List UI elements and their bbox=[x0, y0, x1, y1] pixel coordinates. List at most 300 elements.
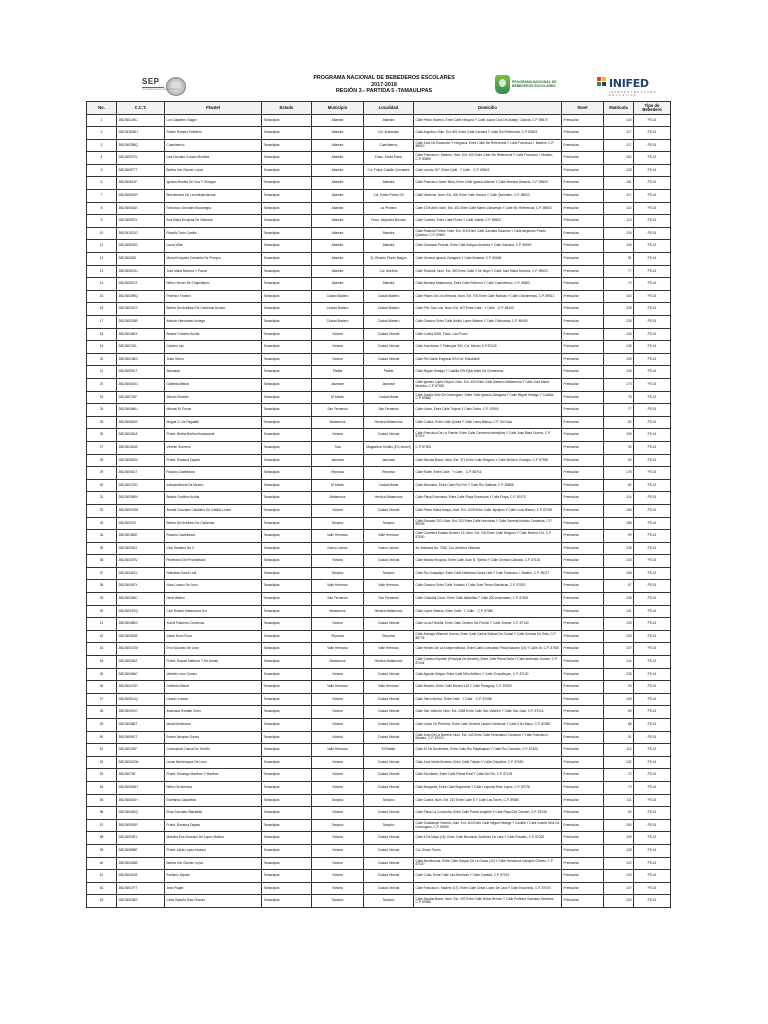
col-municipio-cell: Victoria bbox=[312, 756, 364, 769]
table-header-row bbox=[87, 102, 671, 115]
col-matricula-cell: 144 bbox=[604, 656, 634, 669]
table-row bbox=[87, 240, 671, 253]
col-municipio-cell: Victoria bbox=[312, 668, 364, 681]
col-estado-cell: Tamaulipas bbox=[262, 177, 312, 190]
table-row bbox=[87, 580, 671, 593]
col-municipio-cell: Victoria bbox=[312, 832, 364, 845]
col-tipo-cell: PS-01 bbox=[634, 441, 671, 454]
col-municipio-cell: Victoria bbox=[312, 328, 364, 341]
col-estado-cell: Tamaulipas bbox=[262, 328, 312, 341]
col-nivel-cell: Preescolar bbox=[562, 832, 604, 845]
col-domicilio-cell: Calle Tecolote, Núm. Ext. 300 Entre Calle 2 De Mayo Y Calle José María Morelos, C.P. 89603 bbox=[414, 265, 562, 278]
col-domicilio-cell: Calle Roble, Entre Calle . Y Calle . ,C.P. 88716 bbox=[414, 467, 562, 480]
col-matricula-cell: 112 bbox=[604, 744, 634, 757]
table-row bbox=[87, 744, 671, 757]
col-municipio-cell: El Mante bbox=[312, 391, 364, 404]
table-row bbox=[87, 429, 671, 442]
col-matricula-cell: 90 bbox=[604, 807, 634, 820]
col-no-cell: 55 bbox=[87, 794, 117, 807]
col-tipo-cell: PS-01 bbox=[634, 391, 671, 404]
col-nivel-cell: Preescolar bbox=[562, 114, 604, 127]
col-localidad-cell: Ciudad Victoria bbox=[364, 832, 414, 845]
col-estado-cell: Tamaulipas bbox=[262, 467, 312, 480]
col-no-cell: 4 bbox=[87, 152, 117, 165]
col-tipo-cell: PS-01 bbox=[634, 492, 671, 505]
col-tipo-cell: PS-01 bbox=[634, 290, 671, 303]
col-domicilio-cell: Calle 5 De Mayo (16), Entre Calle Bernardo Gutierrez De Lara Y Calle Rosales, C.P. 87000 bbox=[414, 832, 562, 845]
table-row bbox=[87, 706, 671, 719]
col-no-cell: 10 bbox=[87, 227, 117, 240]
col-matricula-cell: 133 bbox=[604, 555, 634, 568]
col-tipo-cell: PS-01 bbox=[634, 844, 671, 857]
col-localidad-cell: Jaumave bbox=[364, 378, 414, 391]
col-estado-cell: Tamaulipas bbox=[262, 819, 312, 832]
col-tipo-cell: PS-01 bbox=[634, 542, 671, 555]
col-tipo-cell: PS-01 bbox=[634, 164, 671, 177]
col-plantel-cell: Cuauhtemoc bbox=[165, 139, 262, 152]
col-matricula-cell: 140 bbox=[604, 693, 634, 706]
col-nivel-cell: Preescolar bbox=[562, 668, 604, 681]
col-nivel-cell: Preescolar bbox=[562, 844, 604, 857]
col-municipio-cell: Valle Hermoso bbox=[312, 580, 364, 593]
col-nivel-cell: Preescolar bbox=[562, 807, 604, 820]
col-tipo-cell: PS-01 bbox=[634, 580, 671, 593]
col-cct-cell: 28DJN0076M bbox=[117, 504, 165, 517]
col-tipo-cell: PS-01 bbox=[634, 215, 671, 228]
col-no-cell: 15 bbox=[87, 290, 117, 303]
col-municipio-cell: Victoria bbox=[312, 341, 364, 354]
col-plantel-cell: Allamada bbox=[165, 366, 262, 379]
col-localidad-cell: Col. Felipe Castillo Cervantes bbox=[364, 164, 414, 177]
col-cct-cell: 28DJN0814F bbox=[117, 177, 165, 190]
col-cct-cell: 28DJN0472M bbox=[117, 643, 165, 656]
col-nivel-cell: Preescolar bbox=[562, 744, 604, 757]
table-row bbox=[87, 618, 671, 631]
sep-logo bbox=[142, 77, 188, 95]
col-estado-cell: Tamaulipas bbox=[262, 240, 312, 253]
table-row bbox=[87, 781, 671, 794]
col-nivel-cell: Preescolar bbox=[562, 593, 604, 606]
col-domicilio-cell: Calle Lopez Mateos, Entre Calle . Y Calle . ,C.P. 87380 bbox=[414, 605, 562, 618]
col-tipo-cell: PS-01 bbox=[634, 593, 671, 606]
col-matricula-cell: 139 bbox=[604, 832, 634, 845]
col-domicilio-cell: Calle Cuarta, Entre Calle Quinta Y Calle Loma Blanca, C.P. Sin Dato bbox=[414, 416, 562, 429]
col-tipo-cell: PS-01 bbox=[634, 517, 671, 530]
col-estado-cell: Tamaulipas bbox=[262, 265, 312, 278]
col-nivel-cell: Preescolar bbox=[562, 517, 604, 530]
col-cct-cell: 28DJN0197T bbox=[117, 882, 165, 895]
col-matricula-cell: 135 bbox=[604, 316, 634, 329]
col-estado-cell: Tamaulipas bbox=[262, 316, 312, 329]
col-nivel-cell: Preescolar bbox=[562, 781, 604, 794]
col-nivel-cell: Preescolar bbox=[562, 353, 604, 366]
col-localidad-cell: Ciudad Victoria bbox=[364, 341, 414, 354]
col-tipo-cell: PS-01 bbox=[634, 882, 671, 895]
col-localidad-cell: Ciudad Victoria bbox=[364, 807, 414, 820]
bebederos-logo bbox=[495, 75, 555, 103]
col-nivel-cell: Preescolar bbox=[562, 265, 604, 278]
col-tipo-cell: PS-01 bbox=[634, 202, 671, 215]
col-localidad-cell: Cuauhtemoc bbox=[364, 139, 414, 152]
col-localidad-cell: Ciudad Victoria bbox=[364, 719, 414, 732]
col-domicilio-cell: Calle Francisco De La Fuente, Entre Calle Carretera Interejidos Y Calle Juan Báez Guerra, C.P. 87019 bbox=[414, 429, 562, 442]
col-cct-cell: 28DJN0532E bbox=[117, 202, 165, 215]
col-localidad-cell: Col. Emilio Portes Gil bbox=[364, 190, 414, 203]
col-nivel-cell: Preescolar bbox=[562, 504, 604, 517]
col-nivel-cell: Preescolar bbox=[562, 416, 604, 429]
col-nivel-cell: Preescolar bbox=[562, 580, 604, 593]
bebederos-logo-text: PROGRAMA NACIONAL DE BEBEDEROS ESCOLARES bbox=[512, 80, 557, 88]
col-matricula-cell: 82 bbox=[604, 479, 634, 492]
col-tipo-cell: PS-01 bbox=[634, 328, 671, 341]
col-municipio-cell: Victoria bbox=[312, 555, 364, 568]
col-domicilio-cell: Calle Miguel Hidalgo Y Castilla S/N Ejido Martí De Chinameca bbox=[414, 366, 562, 379]
col-estado-cell: Tamaulipas bbox=[262, 190, 312, 203]
col-tipo-cell: PS-01 bbox=[634, 404, 671, 417]
col-cct-cell: 28DJN0732F bbox=[117, 391, 165, 404]
col-domicilio-cell: Calle José De Escandón Y Helguera, Entre Calle Sin Referencia Y Calle Francisco I. Madero, C.P. 89610 bbox=[414, 139, 562, 152]
col-municipio-cell: Matamoros bbox=[312, 656, 364, 669]
col-localidad-cell: Altamira bbox=[364, 114, 414, 127]
col-matricula-cell: 77 bbox=[604, 265, 634, 278]
col-tipo-cell: PS-01 bbox=[634, 127, 671, 140]
col-plantel-cell: Lizardo Lozano bbox=[165, 693, 262, 706]
inifed-subtitle: INFRAESTRUCTURA EDUCATIVA bbox=[609, 91, 657, 97]
table-row bbox=[87, 215, 671, 228]
col-cct-cell: 28DJN0540N bbox=[117, 454, 165, 467]
col-plantel-cell: Club Rotario Matamoros Sur bbox=[165, 605, 262, 618]
col-matricula-cell: 122 bbox=[604, 857, 634, 870]
col-cct-cell: 28DJN0461B bbox=[117, 441, 165, 454]
col-plantel-cell: Profra. Domingo Martinez Y Martinez bbox=[165, 769, 262, 782]
col-localidad-cell: Tampico bbox=[364, 517, 414, 530]
table-row bbox=[87, 404, 671, 417]
col-domicilio-cell: Calle Carretera Estatal Número 15, Núm. Ext. 100 Entre Calle Ninguno Y Calle Brecha 124, C.P. 87500 bbox=[414, 530, 562, 543]
col-localidad-cell: Valle Hermoso bbox=[364, 643, 414, 656]
col-estado-cell: Tamaulipas bbox=[262, 517, 312, 530]
col-estado-cell: Tamaulipas bbox=[262, 366, 312, 379]
col-tipo-cell: PS-01 bbox=[634, 479, 671, 492]
col-nivel-cell: Preescolar bbox=[562, 542, 604, 555]
inifed-logo bbox=[597, 77, 657, 103]
col-no-cell: 17 bbox=[87, 316, 117, 329]
col-localidad-cell: Altamira bbox=[364, 278, 414, 291]
col-domicilio-cell: Calle Ignacio Lopez Rayon, Núm. Ext. 400 Entre Calle Mariano Matamoros Y Calle José María Morelos, C.P. 87930 bbox=[414, 378, 562, 391]
col-nivel-cell: Preescolar bbox=[562, 378, 604, 391]
col-matricula-cell: 82 bbox=[604, 416, 634, 429]
col-matricula-cell: 111 bbox=[604, 794, 634, 807]
col-estado-cell: Tamaulipas bbox=[262, 857, 312, 870]
col-no-cell: 47 bbox=[87, 693, 117, 706]
col-tipo-cell: PS-01 bbox=[634, 504, 671, 517]
col-domicilio-cell: Calle Almendro, Entre Calle Río Frío Y Calle Río Sabinas, C.P. 89868 bbox=[414, 479, 562, 492]
col-municipio-cell: Jaumave bbox=[312, 378, 364, 391]
col-nivel-cell: Preescolar bbox=[562, 429, 604, 442]
col-estado-cell: Tamaulipas bbox=[262, 706, 312, 719]
col-cct-cell: 28DJN0462Q bbox=[117, 807, 165, 820]
col-plantel-header: Plantel bbox=[165, 102, 262, 115]
col-no-cell: 52 bbox=[87, 756, 117, 769]
col-estado-cell: Tamaulipas bbox=[262, 769, 312, 782]
col-plantel-cell: Niños Heroes De Chapultepec bbox=[165, 278, 262, 291]
col-tipo-cell: PS-01 bbox=[634, 454, 671, 467]
table-row bbox=[87, 492, 671, 505]
col-localidad-cell: Ciudad Victoria bbox=[364, 504, 414, 517]
col-matricula-cell: 137 bbox=[604, 643, 634, 656]
col-domicilio-cell: Calle Nicolas Bravo, Núm. Ext. 371 Entre Calle Ninguno Y Calle Melchor Ocampo, C.P. 87930 bbox=[414, 454, 562, 467]
table-row bbox=[87, 517, 671, 530]
col-estado-cell: Tamaulipas bbox=[262, 656, 312, 669]
col-nivel-cell: Preescolar bbox=[562, 366, 604, 379]
col-municipio-cell: Altamira bbox=[312, 127, 364, 140]
col-nivel-cell: Preescolar bbox=[562, 215, 604, 228]
col-localidad-cell: Heroica Matamoros bbox=[364, 416, 414, 429]
col-no-header: No. bbox=[87, 102, 117, 115]
title-line-3: REGIÓN 3.- PARTIDA 5 -TAMAULIPAS bbox=[335, 88, 433, 95]
col-plantel-cell: Beatriz Ordoñez Acuña bbox=[165, 492, 262, 505]
col-tipo-cell: PS-01 bbox=[634, 719, 671, 732]
mexico-seal-icon bbox=[166, 77, 186, 96]
col-cct-cell: 28DJN0522W bbox=[117, 756, 165, 769]
col-cct-cell: 28DJN0466C bbox=[117, 668, 165, 681]
col-municipio-cell: Victoria bbox=[312, 504, 364, 517]
col-cct-cell: 28DJN0530R bbox=[117, 819, 165, 832]
col-tipo-cell: PS-01 bbox=[634, 152, 671, 165]
col-domicilio-cell: Calle Río Santa Engracia S/N Col. Estudiantil bbox=[414, 353, 562, 366]
col-domicilio-cell: Calle San Valentin, Núm. Ext. 2068 Entre Calle San Valentín Y Calle San Juan, C.P. 87014 bbox=[414, 706, 562, 719]
table-row bbox=[87, 857, 671, 870]
col-plantel-cell: Redencion Del Proletariado bbox=[165, 555, 262, 568]
col-estado-cell: Tamaulipas bbox=[262, 542, 312, 555]
col-plantel-cell: Xochil Palomino Contreras bbox=[165, 618, 262, 631]
col-nivel-cell: Preescolar bbox=[562, 857, 604, 870]
col-tipo-cell: PS-01 bbox=[634, 618, 671, 631]
col-matricula-cell: 74 bbox=[604, 278, 634, 291]
col-plantel-cell: Vicente Guerrero bbox=[165, 441, 262, 454]
col-tipo-cell: PS-01 bbox=[634, 781, 671, 794]
col-domicilio-cell: Calle Leyes De Reforma, Entre Calle General Lázaro Cárdenas Y Calle 5 De Mayo, C.P. 87088 bbox=[414, 719, 562, 732]
col-localidad-cell: Ciudad Victoria bbox=[364, 693, 414, 706]
col-estado-cell: Tamaulipas bbox=[262, 404, 312, 417]
col-matricula-cell: 125 bbox=[604, 618, 634, 631]
table-row bbox=[87, 290, 671, 303]
table-row bbox=[87, 341, 671, 354]
table-row bbox=[87, 441, 671, 454]
col-estado-cell: Tamaulipas bbox=[262, 139, 312, 152]
col-domicilio-cell: Calle Mariano Matamoros, Entre Calle Reforma Y Calle Cuauhtemoc, C.P. 89600 bbox=[414, 278, 562, 291]
col-nivel-cell: Preescolar bbox=[562, 202, 604, 215]
col-no-cell: 19 bbox=[87, 341, 117, 354]
col-municipio-cell: Valle Hermoso bbox=[312, 530, 364, 543]
col-estado-cell: Tamaulipas bbox=[262, 504, 312, 517]
col-nivel-cell: Preescolar bbox=[562, 618, 604, 631]
col-municipio-cell: Victoria bbox=[312, 807, 364, 820]
col-nivel-cell: Preescolar bbox=[562, 492, 604, 505]
col-nivel-cell: Preescolar bbox=[562, 769, 604, 782]
col-cct-cell: 28DJN0991R bbox=[117, 190, 165, 203]
table-row bbox=[87, 756, 671, 769]
table-row bbox=[87, 391, 671, 404]
col-plantel-cell: Independencia De Mexico bbox=[165, 479, 262, 492]
col-cct-cell: 28DJN0468T bbox=[117, 719, 165, 732]
col-localidad-cell: Ciudad Victoria bbox=[364, 769, 414, 782]
table-row bbox=[87, 139, 671, 152]
col-municipio-header: Municipio bbox=[312, 102, 364, 115]
col-nivel-cell: Preescolar bbox=[562, 253, 604, 266]
col-localidad-cell: Ciudad Victoria bbox=[364, 882, 414, 895]
col-municipio-cell: Victoria bbox=[312, 857, 364, 870]
col-estado-cell: Tamaulipas bbox=[262, 895, 312, 908]
col-domicilio-cell: Calle Pedro Moreno, Entre Calle Ninguno Y Calle Juana Cruz De Asbaje, Colonia, C.P. 89670 bbox=[414, 114, 562, 127]
col-localidad-cell: Ciudad Victoria bbox=[364, 781, 414, 794]
table-row bbox=[87, 656, 671, 669]
col-plantel-cell: Bertha Del Avellano De Cardenas Durazo bbox=[165, 303, 262, 316]
col-municipio-cell: Victoria bbox=[312, 706, 364, 719]
col-matricula-cell: 72 bbox=[604, 769, 634, 782]
col-plantel-cell: Laura Villar bbox=[165, 240, 262, 253]
col-localidad-cell: Reynosa bbox=[364, 630, 414, 643]
col-domicilio-cell: Calle Camino Español (Principal De Arboles), Entre Calle Reina Sofia Y Calle Ambrosio Gomez, C.P. 87444 bbox=[414, 656, 562, 669]
col-municipio-cell: Matamoros bbox=[312, 605, 364, 618]
col-plantel-cell: Jose Maria Morelos Y Pavon bbox=[165, 265, 262, 278]
col-tipo-cell: PS-01 bbox=[634, 341, 671, 354]
col-localidad-cell: Valle Hermoso bbox=[364, 530, 414, 543]
col-no-cell: 42 bbox=[87, 630, 117, 643]
table-row bbox=[87, 114, 671, 127]
col-municipio-cell: Matamoros bbox=[312, 416, 364, 429]
col-tipo-cell: PS-01 bbox=[634, 630, 671, 643]
col-localidad-cell: Ej. Ricardo Flores Magón bbox=[364, 253, 414, 266]
col-cct-cell: 28DJN0037I bbox=[117, 517, 165, 530]
col-tipo-cell: PS-01 bbox=[634, 656, 671, 669]
col-tipo-cell: PS-01 bbox=[634, 819, 671, 832]
table-row bbox=[87, 630, 671, 643]
col-municipio-cell: Altamira bbox=[312, 215, 364, 228]
table-row bbox=[87, 542, 671, 555]
col-plantel-cell: Celia Gabuño Diaz Chavez bbox=[165, 895, 262, 908]
table-row bbox=[87, 593, 671, 606]
col-nivel-cell: Preescolar bbox=[562, 303, 604, 316]
col-localidad-cell: El Realito bbox=[364, 744, 414, 757]
col-cct-cell: 28DJN0463B bbox=[117, 857, 165, 870]
col-estado-cell: Tamaulipas bbox=[262, 555, 312, 568]
col-no-cell: 20 bbox=[87, 353, 117, 366]
col-cct-cell: 28DJN0898E bbox=[117, 844, 165, 857]
col-localidad-cell: Valle Hermoso bbox=[364, 681, 414, 694]
table-row bbox=[87, 794, 671, 807]
col-plantel-cell: Valentin Leon Gomez bbox=[165, 668, 262, 681]
col-tipo-cell: PS-01 bbox=[634, 139, 671, 152]
col-plantel-cell: Francisco Gonzalez Bocanegra bbox=[165, 202, 262, 215]
table-body bbox=[87, 114, 671, 907]
col-tipo-cell: PS-01 bbox=[634, 693, 671, 706]
col-localidad-cell: Ciudad Victoria bbox=[364, 618, 414, 631]
col-matricula-cell: 90 bbox=[604, 681, 634, 694]
col-estado-cell: Tamaulipas bbox=[262, 630, 312, 643]
col-localidad-cell: Heroica Matamoros bbox=[364, 605, 414, 618]
col-nivel-cell: Preescolar bbox=[562, 706, 604, 719]
table-row bbox=[87, 353, 671, 366]
col-matricula-cell: 89 bbox=[604, 706, 634, 719]
col-matricula-cell: 117 bbox=[604, 190, 634, 203]
col-domicilio-cell: Calle Carmen, Entre Calle Flores Y Calle Julieta, C.P. 89603 bbox=[414, 215, 562, 228]
col-cct-cell: 28DJN0877T bbox=[117, 164, 165, 177]
col-localidad-cell: Tampico bbox=[364, 567, 414, 580]
col-matricula-cell: 166 bbox=[604, 504, 634, 517]
table-row bbox=[87, 467, 671, 480]
col-cct-cell: 28DJN1022O bbox=[117, 227, 165, 240]
col-estado-cell: Tamaulipas bbox=[262, 353, 312, 366]
col-nivel-cell: Preescolar bbox=[562, 530, 604, 543]
col-no-cell: 25 bbox=[87, 416, 117, 429]
col-no-cell: 41 bbox=[87, 618, 117, 631]
col-matricula-cell: 70 bbox=[604, 781, 634, 794]
col-municipio-cell: San Fernando bbox=[312, 593, 364, 606]
col-nivel-cell: Preescolar bbox=[562, 467, 604, 480]
col-cct-cell: 28DJN0537Z bbox=[117, 278, 165, 291]
col-matricula-cell: 90 bbox=[604, 454, 634, 467]
col-domicilio-cell: Calle Francisco Javier Mina, Entre Calle Ignacio Allende Y Calle Mariano Abasolo, C.P. 89600 bbox=[414, 177, 562, 190]
table-row bbox=[87, 567, 671, 580]
col-matricula-cell: 168 bbox=[604, 567, 634, 580]
col-domicilio-header: Domicilio bbox=[414, 102, 562, 115]
col-nivel-cell: Preescolar bbox=[562, 240, 604, 253]
col-cct-cell: 28DJN0156G bbox=[117, 353, 165, 366]
col-domicilio-cell: Calle Matías Hinojosa, Entre Calle Juan B. Tijerina Y Calle Orchard Calzada, C.P. 87130 bbox=[414, 555, 562, 568]
col-no-cell: 54 bbox=[87, 781, 117, 794]
col-nivel-cell: Preescolar bbox=[562, 567, 604, 580]
col-nivel-cell: Preescolar bbox=[562, 870, 604, 883]
col-matricula-cell: 195 bbox=[604, 429, 634, 442]
col-cct-cell: 28DJN0035S bbox=[117, 895, 165, 908]
col-no-cell: 39 bbox=[87, 593, 117, 606]
col-matricula-cell: 114 bbox=[604, 202, 634, 215]
col-no-cell: 53 bbox=[87, 769, 117, 782]
col-nivel-cell: Preescolar bbox=[562, 404, 604, 417]
table-row bbox=[87, 366, 671, 379]
col-municipio-cell: Altamira bbox=[312, 152, 364, 165]
col-plantel-cell: Amalia Gonzalez Caballero De Castillo Ledon bbox=[165, 504, 262, 517]
col-domicilio-cell: Calle 2 De Abril, Núm. Ext. 401 Entre Calle Martín Zamarripa Y Calle Sin Referencia, C.P. 89603 bbox=[414, 202, 562, 215]
col-estado-cell: Tamaulipas bbox=[262, 164, 312, 177]
col-municipio-cell: Tula bbox=[312, 441, 364, 454]
col-cct-cell: 28DJN0489S bbox=[117, 618, 165, 631]
col-municipio-cell: Ciudad Madero bbox=[312, 316, 364, 329]
col-tipo-cell: PS-01 bbox=[634, 731, 671, 744]
col-matricula-cell: 151 bbox=[604, 177, 634, 190]
col-domicilio-cell: Calle Union, Entre Calle Tulipan Y Calle Cedro, C.P. 87600 bbox=[414, 404, 562, 417]
col-domicilio-cell: Calle Ecuador 203, Núm. Ext. 203 Entre Calle Honduras Y Calle General Antonio Cardenas, C.P. 89039 bbox=[414, 517, 562, 530]
col-estado-cell: Tamaulipas bbox=[262, 593, 312, 606]
col-tipo-cell: PS-01 bbox=[634, 366, 671, 379]
col-domicilio-cell: Calle Guadalupe Victoria, Núm. Ext. 404 Entre Calle Miguel Hidalgo Y Costilla Y Calle Josefa Ortiz De Dominguez, C.P. 89180 bbox=[414, 819, 562, 832]
col-matricula-cell: 104 bbox=[604, 895, 634, 908]
col-tipo-cell: PS-01 bbox=[634, 429, 671, 442]
col-cct-cell: 28DJN0973V bbox=[117, 152, 165, 165]
table-row bbox=[87, 504, 671, 517]
col-nivel-cell: Preescolar bbox=[562, 882, 604, 895]
col-tipo-cell: PS-01 bbox=[634, 353, 671, 366]
col-nivel-cell: Preescolar bbox=[562, 454, 604, 467]
col-matricula-cell: 126 bbox=[604, 303, 634, 316]
col-no-cell: 14 bbox=[87, 278, 117, 291]
col-estado-cell: Tamaulipas bbox=[262, 731, 312, 744]
col-cct-cell: 28DJN0336C bbox=[117, 593, 165, 606]
col-plantel-cell: Maestra Eva Solorano De Lopez Mateos bbox=[165, 832, 262, 845]
col-tipo-cell: PS-01 bbox=[634, 253, 671, 266]
col-nivel-cell: Preescolar bbox=[562, 794, 604, 807]
col-plantel-cell: Emma Vazquez Garcia bbox=[165, 731, 262, 744]
